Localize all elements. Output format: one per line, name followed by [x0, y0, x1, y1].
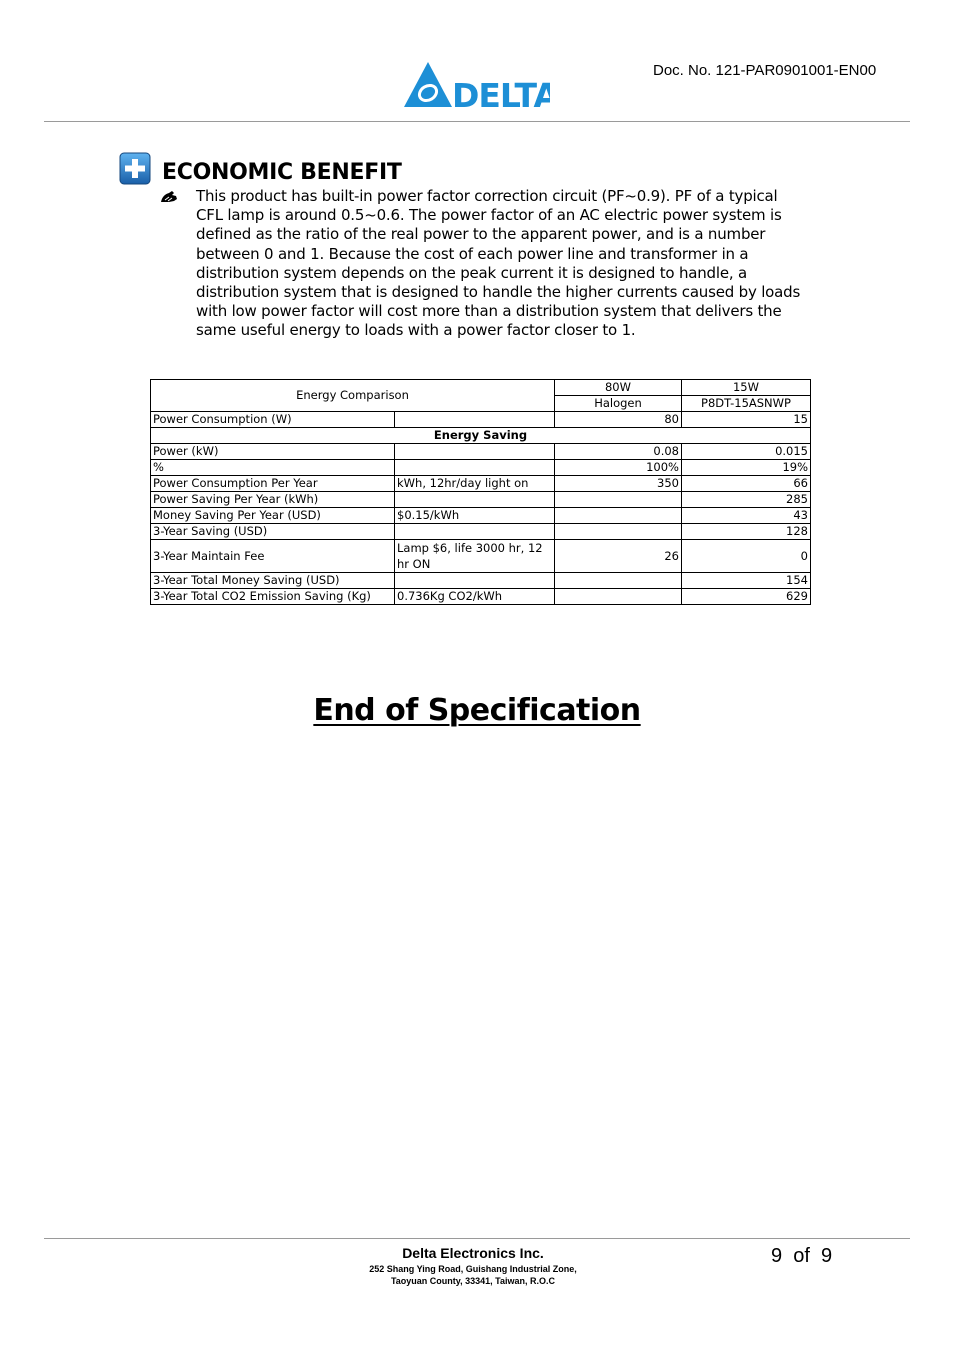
cfl-value: 19% [682, 460, 811, 476]
cfl-value: 285 [682, 492, 811, 508]
cfl-wattage-header: 15W [682, 380, 811, 396]
halogen-value [555, 589, 682, 605]
row-label: 3-Year Total Money Saving (USD) [151, 573, 395, 589]
table-row [151, 476, 811, 492]
halogen-value [555, 524, 682, 540]
cfl-value: 0 [682, 540, 811, 573]
row-note [395, 412, 555, 428]
halogen-name-header: Halogen [555, 396, 682, 412]
plus-box-icon [119, 152, 151, 185]
halogen-value [555, 508, 682, 524]
row-note: 0.736Kg CO2/kWh [395, 589, 555, 605]
row-note: Lamp $6, life 3000 hr, 12 hr ON [395, 540, 555, 573]
row-note [395, 492, 555, 508]
halogen-wattage-header: 80W [555, 380, 682, 396]
cfl-value: 154 [682, 573, 811, 589]
cfl-value: 66 [682, 476, 811, 492]
row-label: 3-Year Maintain Fee [151, 540, 395, 573]
header-divider [44, 121, 910, 122]
row-note [395, 573, 555, 589]
company-address-line1: 252 Shang Ying Road, Guishang Industrial Zone, [369, 1264, 577, 1274]
halogen-value: 350 [555, 476, 682, 492]
table-row [151, 589, 811, 605]
section-title: ECONOMIC BENEFIT [162, 160, 402, 185]
halogen-value: 80 [555, 412, 682, 428]
row-label: 3-Year Saving (USD) [151, 524, 395, 540]
cfl-value: 43 [682, 508, 811, 524]
row-note: $0.15/kWh [395, 508, 555, 524]
row-label: Money Saving Per Year (USD) [151, 508, 395, 524]
halogen-value: 0.08 [555, 444, 682, 460]
row-label: Power Consumption (W) [151, 412, 395, 428]
row-label: 3-Year Total CO2 Emission Saving (Kg) [151, 589, 395, 605]
table-row [151, 412, 811, 428]
company-name: Delta Electronics Inc. [402, 1245, 544, 1261]
table-row [151, 492, 811, 508]
cfl-value: 15 [682, 412, 811, 428]
row-label: % [151, 460, 395, 476]
row-note [395, 444, 555, 460]
table-row [151, 573, 811, 589]
cfl-value: 629 [682, 589, 811, 605]
table-header-row [151, 380, 811, 396]
row-label: Power (kW) [151, 444, 395, 460]
row-note [395, 460, 555, 476]
table-row [151, 508, 811, 524]
cfl-value: 0.015 [682, 444, 811, 460]
halogen-value: 100% [555, 460, 682, 476]
energy-comparison-table [150, 379, 811, 605]
company-address-line2: Taoyuan County, 33341, Taiwan, R.O.C [390, 1276, 556, 1286]
energy-saving-subheader-row [151, 428, 811, 444]
energy-comparison-header: Energy Comparison [151, 380, 555, 412]
page-number: 9 of 9 [771, 1245, 833, 1267]
row-label: Power Consumption Per Year [151, 476, 395, 492]
halogen-value [555, 492, 682, 508]
row-note [395, 524, 555, 540]
row-note: kWh, 12hr/day light on [395, 476, 555, 492]
table-row [151, 460, 811, 476]
energy-saving-subheader: Energy Saving [151, 428, 811, 444]
table-row [151, 524, 811, 540]
cfl-value: 128 [682, 524, 811, 540]
halogen-value: 26 [555, 540, 682, 573]
footer-divider [44, 1238, 910, 1239]
delta-logo [402, 60, 550, 110]
row-label: Power Saving Per Year (kWh) [151, 492, 395, 508]
table-row [151, 444, 811, 460]
end-of-specification [0, 693, 954, 728]
end-title-text: End of Specification [313, 693, 641, 728]
halogen-value [555, 573, 682, 589]
economic-benefit-text: This product has built-in power factor correction circuit (PF~0.9). PF of a typical CFL lamp is around 0.5~0.6. The power factor of an AC electric power system is defined as the ratio of the real power to the apparent power, and is a number between 0 and 1. Because the cost of each power line and transformer in a distribution system depends on the peak current it is designed to handle, a distribution system that is designed to handle the higher currents caused by loads with low power factor will cost more than a distribution system that delivers the same useful energy to loads with a power factor closer to 1. [196, 187, 801, 340]
svg-text:DELTA: DELTA [452, 76, 550, 110]
table-row [151, 540, 811, 573]
cfl-model-header: P8DT-15ASNWP [682, 396, 811, 412]
document-number: Doc. No. 121-PAR0901001-EN00 [653, 62, 877, 79]
hand-pointer-icon [160, 190, 178, 204]
